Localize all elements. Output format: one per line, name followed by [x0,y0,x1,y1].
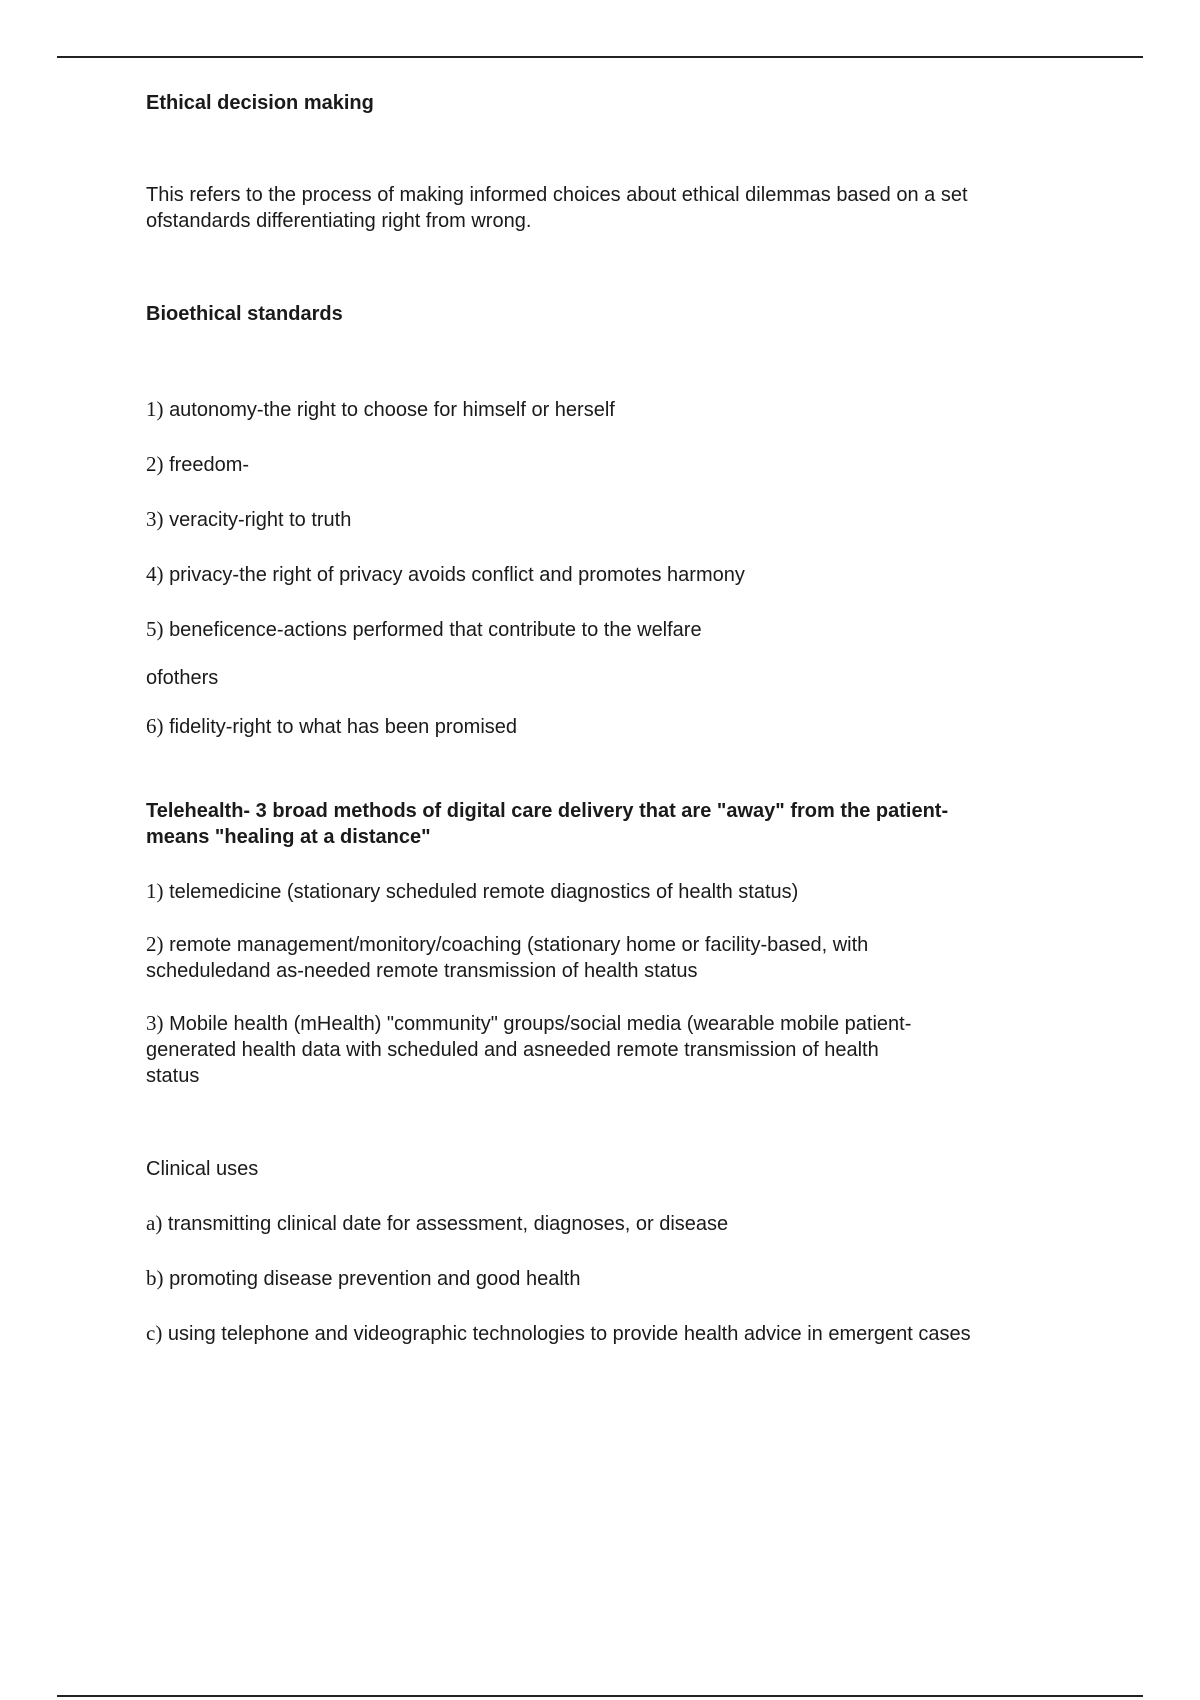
list-marker: 1) [146,397,164,421]
list-item-text: status [146,1065,200,1087]
list-marker: 3) [146,1011,164,1035]
list-marker: 6) [146,714,164,738]
list-item [146,451,1086,478]
list-item [146,616,1086,643]
section-heading-telehealth [146,798,1086,850]
list-marker: b) [146,1266,164,1290]
list-item-text: veracity-right to truth [169,509,352,531]
list-item-continuation [146,665,1086,691]
list-item-text: remote management/monitory/coaching (stationary home or facility-based, with [169,934,869,956]
section-heading-bioethical-standards: Bioethical standards [146,303,343,325]
list-item-text: autonomy-the right to choose for himself or herself [169,399,615,421]
list-marker: c) [146,1321,163,1345]
bottom-rule [57,1695,1143,1697]
list-item-text: beneficence-actions performed that contribute to the welfare [169,619,702,641]
list-item [146,1320,1086,1347]
list-item-text: freedom- [169,454,250,476]
heading-line: Telehealth- 3 broad methods of digital care delivery that are "away" from the patient- [146,800,949,822]
list-item-text: fidelity-right to what has been promised [169,716,518,738]
list-item-text: transmitting clinical date for assessment, diagnoses, or disease [167,1213,729,1235]
list-item [146,878,1086,905]
list-item-text: using telephone and videographic technologies to provide health advice in emergent cases [167,1323,971,1345]
list-marker: 1) [146,879,164,903]
list-item [146,1010,1086,1089]
list-item-text: ofothers [146,667,219,689]
section-heading-ethical-decision-making: Ethical decision making [146,92,374,114]
list-item [146,713,1086,740]
list-item-text: promoting disease prevention and good health [169,1268,581,1290]
list-item-text: generated health data with scheduled and asneeded remote transmission of health [146,1039,879,1061]
list-item [146,1210,1086,1237]
list-item-text: telemedicine (stationary scheduled remote diagnostics of health status) [169,881,799,903]
list-item [146,506,1086,533]
list-item [146,931,1086,984]
list-item-text: scheduledand as-needed remote transmission of health status [146,960,698,982]
list-item-text: privacy-the right of privacy avoids conflict and promotes harmony [169,564,745,586]
list-marker: a) [146,1211,163,1235]
section-heading-clinical-uses: Clinical uses [146,1158,259,1180]
list-item [146,561,1086,588]
list-marker: 2) [146,452,164,476]
heading-line: means "healing at a distance" [146,826,431,848]
top-rule [57,56,1143,58]
list-item-text: Mobile health (mHealth) "community" groups/social media (wearable mobile patient- [169,1013,912,1035]
list-item [146,396,1086,423]
list-marker: 2) [146,932,164,956]
list-marker: 5) [146,617,164,641]
document-body [146,90,1086,1347]
list-marker: 4) [146,562,164,586]
list-marker: 3) [146,507,164,531]
list-item [146,1265,1086,1292]
definition-paragraph: This refers to the process of making informed choices about ethical dilemmas based on a set ofstandards differentiating right from wrong. [146,184,968,232]
